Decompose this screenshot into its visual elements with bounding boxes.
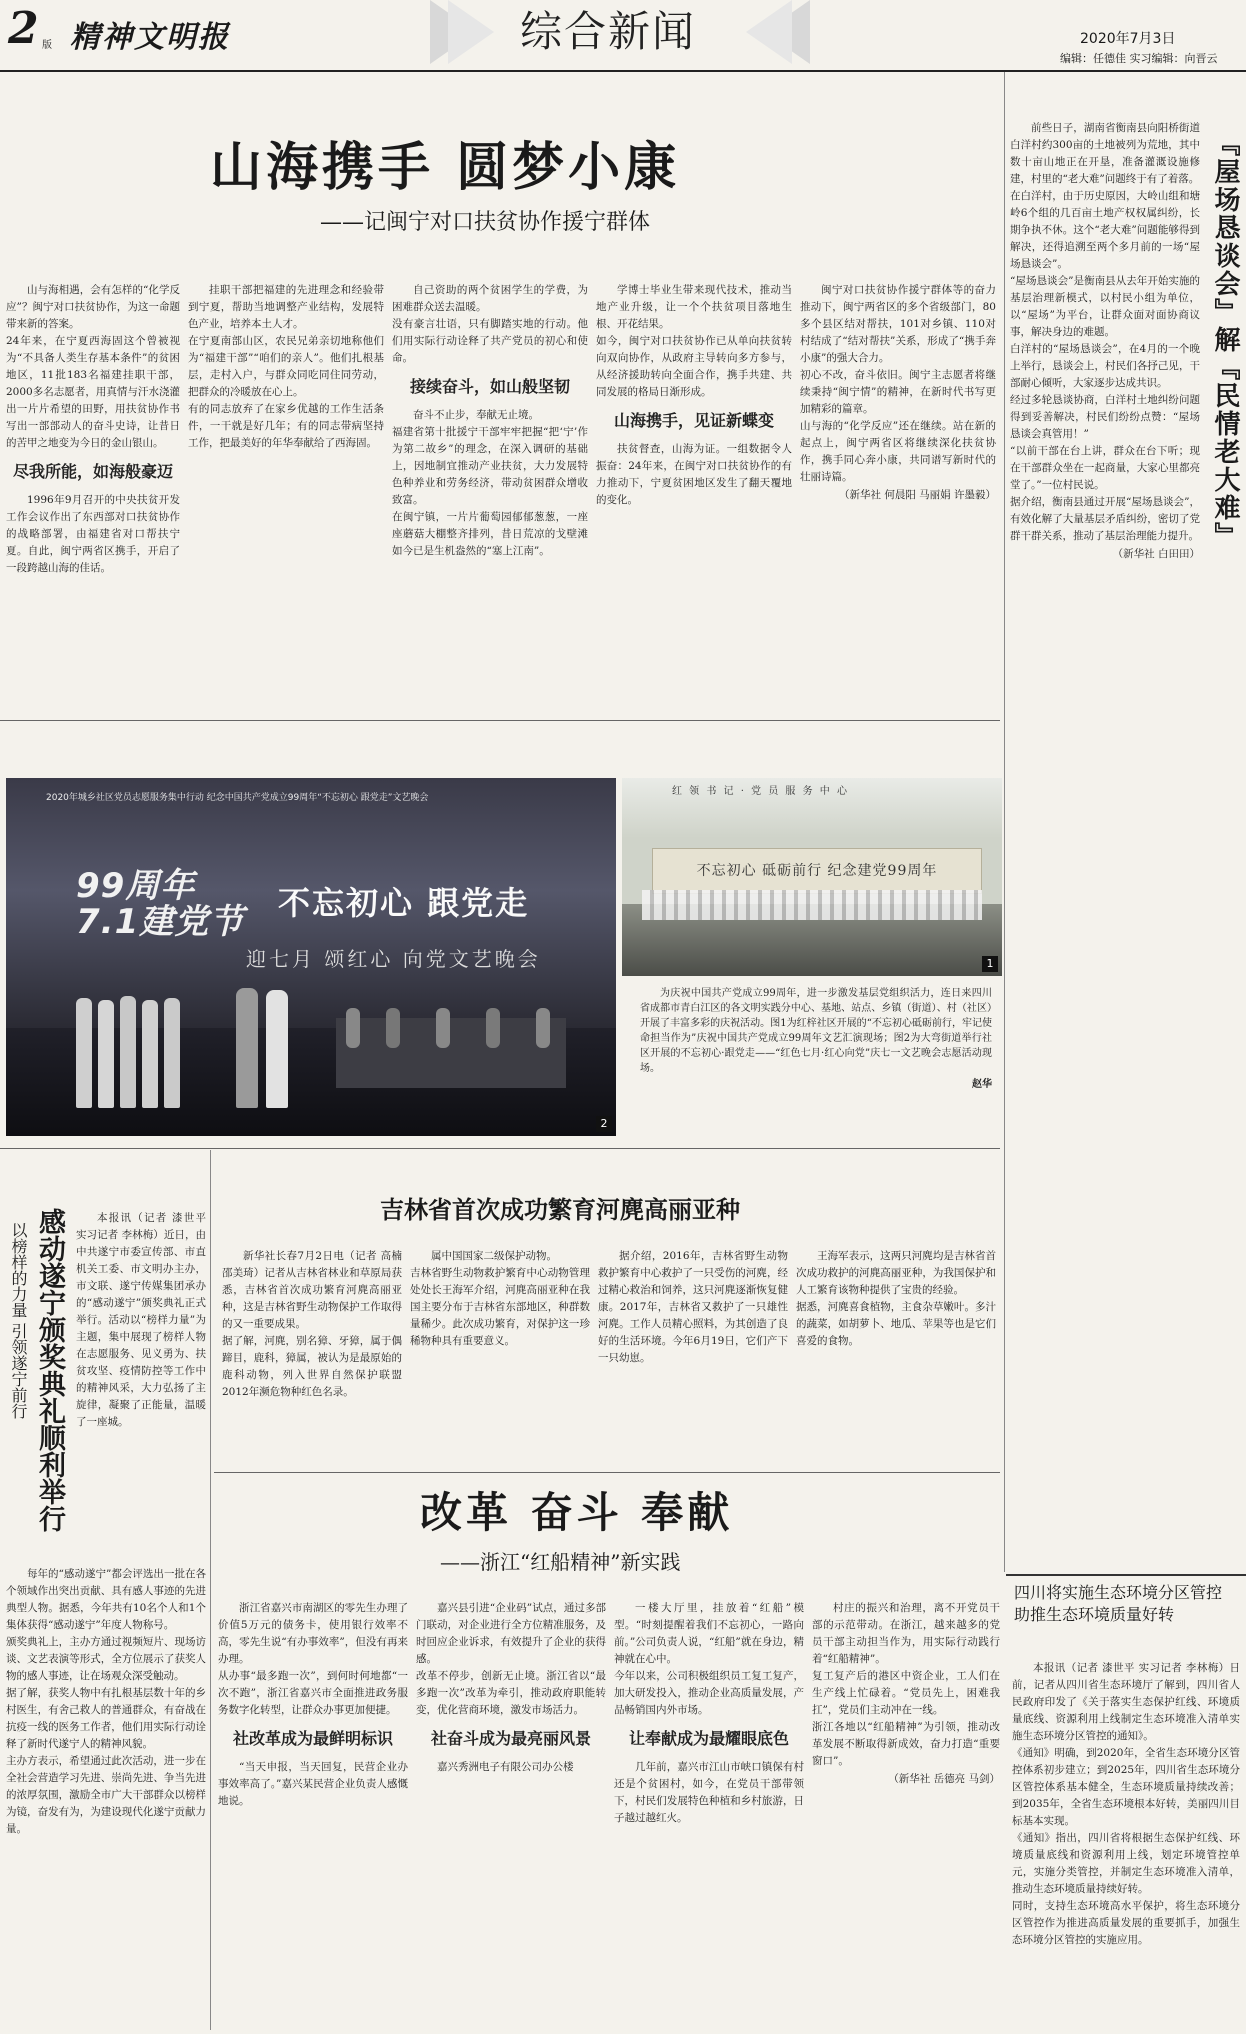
zhejiang-subtitle: ——浙江“红船精神”新实践: [440, 1550, 681, 1574]
outdoor-sign: 红 领 书 记 · 党 员 服 务 中 心: [672, 786, 849, 797]
zhejiang-subhead-3: 让奉献成为最耀眼底色: [628, 1729, 789, 1748]
issue-date: 2020年7月3日: [1080, 31, 1176, 47]
zhejiang-col4: 村庄的振兴和治理，离不开党员干部的示范带动。在浙江，越来越多的党员干部主动担当作为，用实际行动践行着“红船精神”。 复工复产后的港区中资企业，工人们在生产线上忙碌着。“党员先上，困难我扛”，党员们主动冲在一线。 浙江各地以“红船精神”为引领，推动改革发展不断取得新成效，奋力打造“重要窗口”。 （新华社 岳德亮 马剑）: [812, 1600, 1000, 2028]
story1-col1: 山与海相遇，会有怎样的“化学反应”？闽宁对口扶贫协作，为这一命题带来新的答案。 24年来，在宁夏西海固这个曾被视为“不具备人类生存基本条件”的贫困地区，11批183名福建挂职干部，2000多名志愿者，用真情与汗水浇灌出一片片希望的田野，用扶贫协作书写出一部部动人的奋斗史诗，让昔日的苦甲之地变为今日的金山银山。 尽我所能，如海般豪迈 1996年9月召开的中央扶贫开发工作会议作出了东西部对口扶贫协作的战略部署，由福建省对口帮扶宁夏。自此，闽宁两省区携手，开启了一段跨越山海的佳话。: [6, 284, 180, 574]
editor-credit: 编辑：任德佳 实习编辑：向晋云: [1060, 52, 1218, 65]
zhejiang-subhead-1: 社改革成为最鲜明标识: [232, 1729, 393, 1748]
stage-banner-main: 99周年 7.1建党节: [76, 866, 245, 942]
story1-byline: （新华社 何晨阳 马丽娟 许墨毅）: [838, 489, 996, 501]
story1-subhead-2: 接续奋斗，如山般坚韧: [409, 377, 570, 396]
story1-subhead-1: 尽我所能，如海般豪迈: [12, 462, 173, 481]
story1-col2: 挂职干部把福建的先进理念和经验带到宁夏，帮助当地调整产业结构，发展特色产业，培养本土人才。 在宁夏南部山区，农民兄弟亲切地称他们为“福建干部”“咱们的亲人”。他们扎根基层，走村入户，与群众同吃同住同劳动，把群众的冷暖放在心上。 有的同志放弃了在家乡优越的工作生活条件，一干就是好几年；有的同志带病坚持工作，把最美好的年华奉献给了西海固。: [188, 284, 384, 449]
deer-bottom-rule: [214, 1472, 1000, 1473]
story1-col5: 闽宁对口扶贫协作援宁群体等的奋力推动下，闽宁两省区的多个省级部门，80多个县区结对帮扶，101对乡镇、110对村结成了“结对帮扶”关系，形成了“携手奔小康”的强大合力。 初心不改，奋斗依旧。闽宁主志愿者将继续秉持“闽宁情”的精神，在新时代书写更加精彩的篇章。 山与海的“化学反应”还在继续。站在新的起点上，闽宁两省区将继续深化扶贫协作，携手同心奔小康，共同谱写新时代的壮丽诗篇。 （新华社 何晨阳 马丽娟 许墨毅）: [800, 282, 996, 712]
deer-col2: 属中国国家二级保护动物。 吉林省野生动物救护繁育中心动物管理处处长王海军介绍，河麂高丽亚种在我国主要分布于吉林省东部地区，种群数量稀少。此次成功繁育，对保护这一珍稀物种具有重要意义。: [410, 1250, 590, 1347]
right-column-divider: [1004, 72, 1005, 1572]
side-column-headline: 『屋场恳谈会』解『民情老大难』: [1210, 130, 1240, 550]
paper-name: 精神文明报: [70, 20, 230, 55]
outdoor-photo: [622, 778, 1002, 976]
section-title: 综合新闻: [520, 7, 697, 56]
suining-subhead: 以榜样的力量 引领遂宁前行: [9, 1222, 28, 1420]
masthead: [0, 0, 1246, 72]
story1-title: 山海携手 圆梦小康: [210, 138, 681, 198]
deer-col4: 王海军表示，这两只河麂均是吉林省首次成功救护的河麂高丽亚种，为我国保护和人工繁育该物种提供了宝贵的经验。 据悉，河麂喜食植物，主食杂草嫩叶。多汁的蔬菜，如胡萝卜、地瓜、苹果等也是它们喜爱的食物。: [796, 1250, 996, 1347]
masthead-rule: [0, 70, 1246, 72]
masthead-arrow-icon: [430, 0, 500, 64]
zhejiang-title: 改革 奋斗 奉献: [420, 1488, 734, 1537]
deer-col3: 据介绍，2016年，吉林省野生动物救护繁育中心救护了一只受伤的河麂，经过精心救治和饲养，这只河麂逐渐恢复健康。2017年，吉林省又救护了一只雄性河麂。工作人员精心照料，为其创造了良好的生活环境。今年6月19日，它们产下一只幼崽。: [598, 1250, 788, 1364]
sichuan-title: 四川将实施生态环境分区管控 助推生态环境质量好转: [1014, 1583, 1223, 1624]
zhejiang-col1: 浙江省嘉兴市南湖区的零先生办理了价值5万元的债务卡，使用银行效率不高，零先生说“有办事效率”，但没有再来办理。 从办事“最多跑一次”，到何时何地都“一次不跑”，浙江省嘉兴市全面推进政务服务数字化转型，让群众办事更加便捷。 社改革成为最鲜明标识 “当天申报，当天回复，民营企业办事效率高了。”嘉兴某民营企业负责人感慨地说。: [218, 1602, 408, 1807]
deer-col1: 新华社长春7月2日电（记者 高楠 邵美琦）记者从吉林省林业和草原局获悉，吉林省首次成功繁育河麂高丽亚种，这是吉林省野生动物保护工作取得的又一重要成果。 据了解，河麂，别名獐、牙獐，属于偶蹄目，鹿科，獐属，被认为是最原始的鹿科动物，列入世界自然保护联盟2012年濒危物种红色名录。: [222, 1250, 402, 1398]
story1-col3: 自己资助的两个贫困学生的学费，为困难群众送去温暖。 没有豪言壮语，只有脚踏实地的行动。他们用实际行动诠释了共产党员的初心和使命。 接续奋斗，如山般坚韧 奋斗不止步，奉献无止境。 福建省第十批援宁干部牢牢把握“把‘宁’作为第二故乡”的理念，在深入调研的基础上，因地制宜推动产业扶贫，大力发展特色种养业和劳务经济，带动贫困群众增收致富。 在闽宁镇，一片片葡萄园郁郁葱葱，一座座蘑菇大棚整齐排列，昔日荒凉的戈壁滩如今已是生机盎然的“塞上江南”。: [392, 284, 588, 557]
page-unit: 版: [42, 40, 52, 51]
performer-group: [76, 978, 596, 1128]
zhejiang-col3: 一楼大厅里，挂放着“红船”模型。“时刻提醒着我们不忘初心，一路向前。”公司负责人说，“红船”就在身边，精神就在心中。 今年以来，公司积极组织员工复工复产，加大研发投入，推动企业高质量发展，产品畅销国内外市场。 让奉献成为最耀眼底色 几年前，嘉兴市江山市峡口镇保有村还是个贫困村，如今，在党员干部带领下，村民们发展特色种植和乡村旅游，日子越过越红火。: [614, 1602, 804, 1824]
story1-bottom-rule: [0, 720, 1000, 721]
story1-col4: 学博士毕业生带来现代技术，推动当地产业升级，让一个个扶贫项目落地生根、开花结果。 如今，闽宁对口扶贫协作已从单向扶贫转向双向协作，从政府主导转向多方参与，从经济援助转向全面合作，携手共建、共同发展的格局日渐形成。 山海携手，见证新蝶变 扶贫督查，山海为证。一组数据令人振奋：24年来，在闽宁对口扶贫协作的有力推动下，宁夏贫困地区发生了翻天覆地的变化。: [596, 284, 792, 506]
suining-headline: 感动遂宁颁奖典礼顺利举行: [34, 1208, 65, 1532]
sichuan-top-rule: [1006, 1574, 1246, 1576]
photo-caption-author: 赵华: [972, 1079, 992, 1090]
side-column-byline: （新华社 白田田）: [1112, 548, 1200, 560]
photo-bottom-rule: [0, 1148, 1000, 1149]
zhejiang-subhead-2: 社奋斗成为最亮丽风景: [430, 1729, 591, 1748]
suining-lead: 本报讯（记者 漆世平 实习记者 李林梅）近日，由中共遂宁市委宣传部、市直机关工委、市文明办主办，市文联、遂宁传媒集团承办的“感动遂宁”颁奖典礼正式举行。活动以“榜样力量”为主题，集中展现了榜样人物在志愿服务、见义勇为、扶贫攻坚、疫情防控等工作中的精神风采，大力弘扬了主旋律，凝聚了正能量，温暖了一座城。: [76, 1212, 206, 1428]
stage-banner-top: 2020年城乡社区党员志愿服务集中行动 纪念中国共产党成立99周年“不忘初心 跟党走”文艺晚会: [46, 793, 429, 803]
side-column-body: 前些日子，湖南省衡南县向阳桥街道白洋村约300亩的土地被列为荒地，其中数十亩山地正在开垦，准备灌溉设施修建，村里的“老大难”问题终于有了着落。 在白洋村，由于历史原因，大岭山组和塘岭6个组的几百亩土地产权权属纠纷，长期争执不休。这个“老大难”问题能够得到解决，还得追溯至两个多月前的一场“屋场恳谈会”。 “屋场恳谈会”是衡南县从去年开始实施的基层治理新模式，以村民小组为单位，以“屋场”为平台，让群众面对面协商议事，解决身边的难题。 白洋村的“屋场恳谈会”，在4月的一个晚上举行，恳谈会上，村民们各抒己见，干部耐心倾听，大家逐步达成共识。 经过多轮恳谈协商，白洋村土地纠纷问题得到妥善解决，村民们纷纷点赞：“屋场恳谈会真管用！” “以前干部在台上讲，群众在台下听；现在干部群众坐在一起商量，大家心里都亮堂了。”一位村民说。 据介绍，衡南县通过开展“屋场恳谈会”，有效化解了大量基层矛盾纠纷，密切了党群干群关系，推动了基层治理能力提升。 （新华社 白田田）: [1010, 120, 1200, 1550]
zhejiang-byline: （新华社 岳德亮 马剑）: [888, 1773, 1000, 1785]
photo-number-2: 2: [596, 1116, 612, 1132]
photo-caption: 为庆祝中国共产党成立99周年，进一步激发基层党组织活力，连日来四川省成都市青白江区的各文明实践分中心、基地、站点、乡镇（街道）、村（社区）开展了丰富多彩的庆祝活动。图1为红梓社区开展的“不忘初心砥砺前行，牢记使命担当作为”庆祝中国共产党成立99周年文艺汇演现场；图2为大弯街道举行社区开展的不忘初心·跟党走——“红色七月·红心向党”庆七一文艺晚会志愿活动现场。 赵华: [640, 988, 992, 1090]
outdoor-stage-banner: 不忘初心 砥砺前行 纪念建党99周年: [652, 848, 982, 894]
sichuan-body: 本报讯（记者 漆世平 实习记者 李林梅）日前，记者从四川省生态环境厅了解到，四川省人民政府印发了《关于落实生态保护红线、环境质量底线、资源利用上线制定生态环境准入清单实施生态环境分区管控的通知》。 《通知》明确，到2020年，全省生态环境分区管控体系初步建立；到2025年，四川省生态环境分区管控体系基本健全，生态环境质量持续改善；到2035年，全省生态环境根本好转，美丽四川目标基本实现。 《通知》指出，四川省将根据生态保护红线、环境质量底线和资源利用上线，划定环境管控单元，实施分类管控，并制定生态环境准入清单，推动生态环境质量持续好转。 同时，支持生态环境高水平保护，将生态环境分区管控作为推进高质量发展的重要抓手，加强生态环境分区管控的实施应用。: [1012, 1662, 1240, 1946]
left-column-divider: [210, 1150, 211, 2030]
photo-number-1: 1: [982, 956, 998, 972]
page-number: 2: [8, 3, 39, 54]
stage-banner-slogan: 不忘初心 跟党走: [278, 884, 530, 922]
stage-photo: [6, 778, 616, 1136]
story1-subhead-3: 山海携手，见证新蝶变: [613, 411, 774, 430]
deer-story-title: 吉林省首次成功繁育河麂高丽亚种: [380, 1195, 740, 1224]
suining-body: 每年的“感动遂宁”都会评选出一批在各个领域作出突出贡献、具有感人事迹的先进典型人物。据悉，今年共有10名个人和1个集体获得“感动遂宁”年度人物称号。 颁奖典礼上，主办方通过视频短片、现场访谈、文艺表演等形式，全方位展示了获奖人物的感人事迹，让在场观众深受触动。 据了解，获奖人物中有扎根基层数十年的乡村医生，有舍己救人的普通群众，有奋战在抗疫一线的医务工作者，他们用实际行动诠释了新时代遂宁人的精神风貌。 主办方表示，希望通过此次活动，进一步在全社会营造学习先进、崇尚先进、争当先进的浓厚氛围，激励全市广大干部群众以榜样为镜，奋发有为，为建设现代化遂宁贡献力量。: [6, 1568, 206, 1835]
masthead-arrow-right-icon: [740, 0, 810, 64]
story1-subtitle: ——记闽宁对口扶贫协作援宁群体: [320, 210, 651, 235]
zhejiang-col2: 嘉兴县引进“企业码”试点，通过多部门联动，对企业进行全方位精准服务，及时回应企业诉求，有效提升了企业的获得感。 改革不停步，创新无止境。浙江省以“最多跑一次”改革为牵引，推动政府职能转变，优化营商环境，激发市场活力。 社奋斗成为最亮丽风景 嘉兴秀洲电子有限公司办公楼: [416, 1602, 606, 1773]
stage-banner-lower: 迎七月 颂红心 向党文艺晚会: [246, 947, 541, 971]
